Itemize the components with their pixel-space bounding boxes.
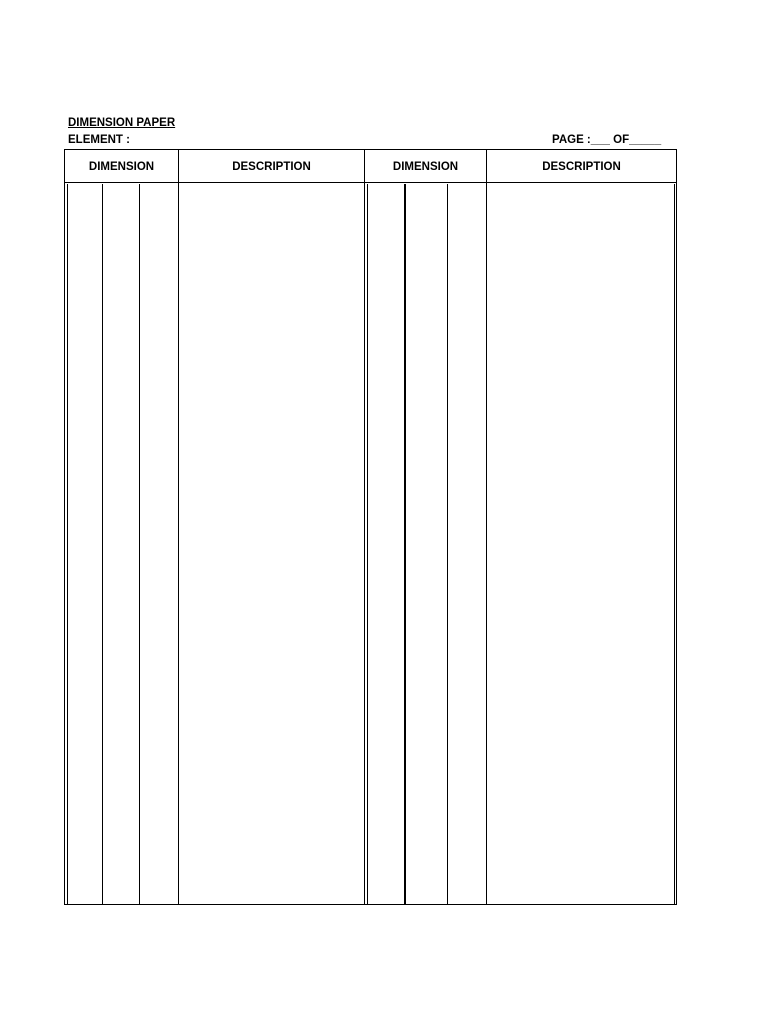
page-number-label: PAGE :___ OF_____ [552,134,662,146]
middle-divider-b [367,184,368,905]
table-top-border [65,149,677,150]
table-left-border-inner [67,184,68,905]
element-label: ELEMENT : [68,134,130,146]
description-left-divider [178,149,179,905]
table-left-border [64,149,65,905]
description-right-divider [486,149,487,905]
table-bottom-border [65,904,677,905]
header-dimension-right: DIMENSION [392,160,459,173]
dim-col-divider-2 [139,184,140,905]
dim-col-divider-1 [102,184,103,905]
table-right-border-inner [674,184,675,905]
middle-divider-a [364,149,365,905]
header-bottom-border [65,182,677,183]
document-title: DIMENSION PAPER [68,117,176,129]
dim-col-divider-4 [447,184,448,905]
header-description-right: DESCRIPTION [542,160,621,173]
dim-col-divider-3b [405,184,406,905]
table-right-border [676,149,677,905]
header-description-left: DESCRIPTION [232,160,311,173]
header-dimension-left: DIMENSION [88,160,155,173]
